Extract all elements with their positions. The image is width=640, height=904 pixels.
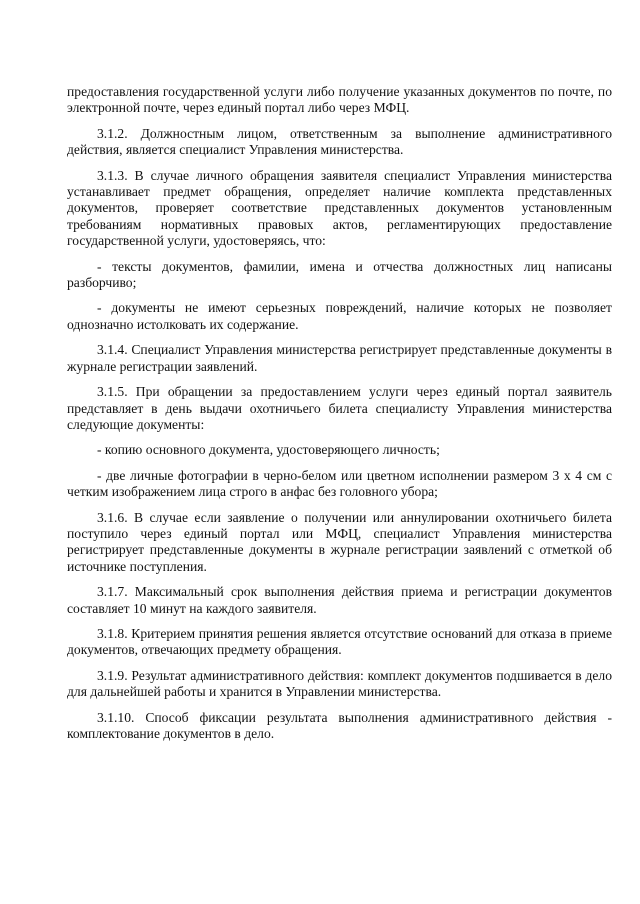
paragraph-continuation: предоставления государственной услуги либо получение указанных документов по почте, по электронной почте, через единый портал либо через МФЦ. (67, 84, 612, 116)
list-item-no-damage: - документы не имеют серьезных повреждений, наличие которых не позволяет однозначно истолковать их содержание. (67, 300, 612, 332)
paragraph-3-1-3: 3.1.3. В случае личного обращения заявителя специалист Управления министерства устанавливает предмет обращения, определяет наличие комплекта представленных документов, проверяет соответствие представленных документов установленным требованиям нормативных правовых актов, регламентирующих предоставление государственной услуги, удостоверяясь, что: (67, 167, 612, 249)
document-page (67, 84, 612, 751)
paragraph-3-1-9: 3.1.9. Результат административного действия: комплект документов подшивается в дело для дальнейшей работы и хранится в Управлении министерства. (67, 667, 612, 700)
paragraph-3-1-6: 3.1.6. В случае если заявление о получении или аннулировании охотничьего билета поступило через единый портал или МФЦ, специалист Управления министерства регистрирует представленные документы в журнале регистрации заявлений с отметкой об источнике поступления. (67, 509, 612, 574)
paragraph-3-1-10: 3.1.10. Способ фиксации результата выполнения административного действия - комплектование документов в дело. (67, 709, 612, 741)
paragraph-3-1-2: 3.1.2. Должностным лицом, ответственным за выполнение административного действия, является специалист Управления министерства. (67, 125, 612, 158)
paragraph-3-1-4: 3.1.4. Специалист Управления министерства регистрирует представленные документы в журнале регистрации заявлений. (67, 342, 612, 374)
list-item-legible-texts: - тексты документов, фамилии, имена и отчества должностных лиц написаны разборчиво; (67, 258, 612, 291)
paragraph-3-1-5: 3.1.5. При обращении за предоставлением услуги через единый портал заявитель представляет в день выдачи охотничьего билета специалисту Управления министерства следующие документы: (67, 384, 612, 432)
paragraph-3-1-8: 3.1.8. Критерием принятия решения является отсутствие оснований для отказа в приеме документов, отвечающих предмету обращения. (67, 625, 612, 658)
list-item-photos: - две личные фотографии в черно-белом или цветном исполнении размером 3 х 4 см с четким изображением лица строго в анфас без головного убора; (67, 467, 612, 500)
paragraph-3-1-7: 3.1.7. Максимальный срок выполнения действия приема и регистрации документов составляет 10 минут на каждого заявителя. (67, 584, 612, 616)
list-item-id-copy: - копию основного документа, удостоверяющего личность; (97, 442, 440, 458)
